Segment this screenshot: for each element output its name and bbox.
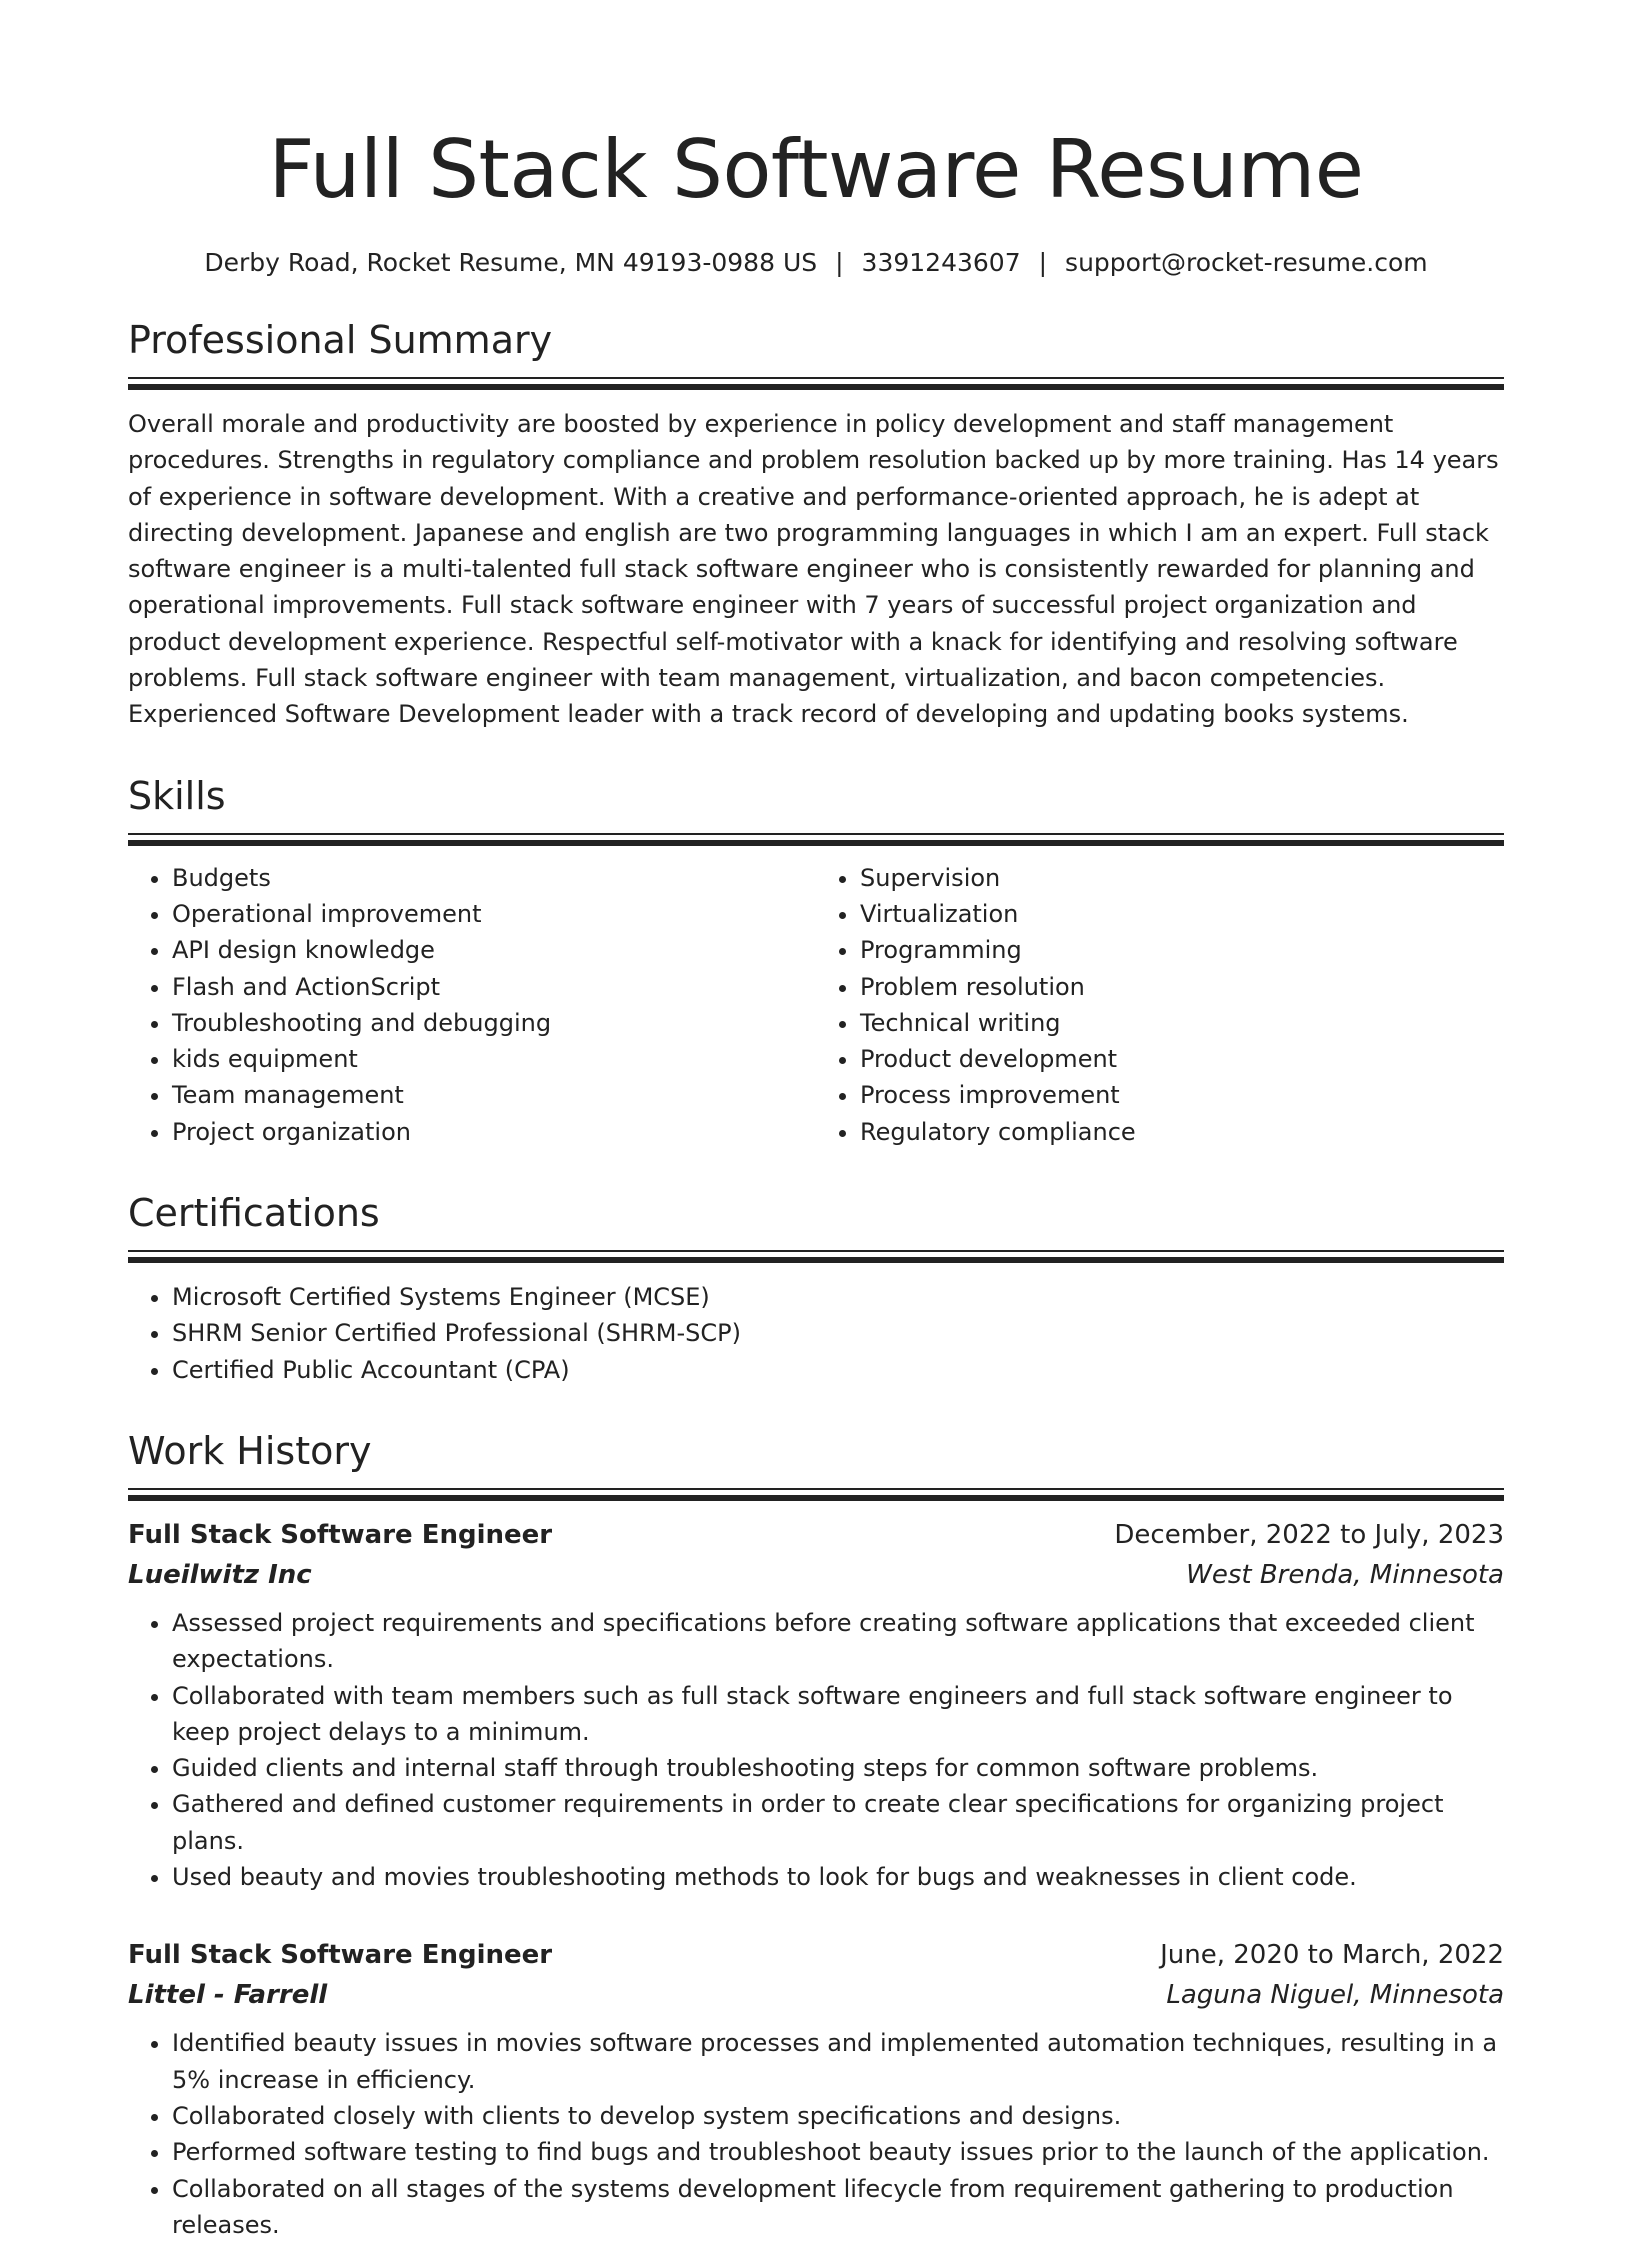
job-bullets [128, 1605, 1504, 1895]
job-company-row [128, 1975, 1504, 2015]
job-bullet: • Collaborated with team members such as full stack software engineers and full stack software engineer to keep project delays to a minimum. [172, 1678, 1504, 1751]
job-company: Littel - Farrell [128, 1975, 327, 2015]
skills-columns [128, 860, 1504, 1150]
skill-item: • Flash and ActionScript [172, 969, 816, 1005]
summary-text: Overall morale and productivity are boosted by experience in policy development and staff management procedures. Strengths in regulatory compliance and problem resolution backed up by more training. Has 14 years of experience in software development. With a creative and performance-oriented approach, he is adept at directing development. Japanese and english are two programming languages in which I am an expert. Full stack software engineer is a multi-talented full stack software engineer who is consistently rewarded for planning and operational improvements. Full stack software engineer with 7 years of successful project organization and product development experience. Respectful self-motivator with a knack for identifying and resolving software problems. Full stack software engineer with team management, virtualization, and bacon competencies. Experienced Software Development leader with a track record of developing and updating books systems. [128, 406, 1504, 733]
skill-item: • Team management [172, 1077, 816, 1113]
summary-heading: Professional Summary [128, 315, 1504, 365]
job-company: Lueilwitz Inc [128, 1555, 312, 1595]
certification-item: • SHRM Senior Certified Professional (SHRM-SCP) [172, 1315, 1504, 1351]
skill-item: • Programming [860, 932, 1504, 968]
job-title: Full Stack Software Engineer [128, 1935, 552, 1975]
skill-item: • Virtualization [860, 896, 1504, 932]
skills-section-header [128, 771, 1504, 846]
resume-title: Full Stack Software Resume [128, 120, 1504, 220]
job-title-row [128, 1515, 1504, 1555]
job-bullet: • Used beauty and movies troubleshooting methods to look for bugs and weaknesses in client code. [172, 1859, 1504, 1895]
job-bullet: • Guided clients and internal staff through troubleshooting steps for common software problems. [172, 1750, 1504, 1786]
section-divider [128, 833, 1504, 846]
certifications-heading: Certifications [128, 1188, 1504, 1238]
skill-item: • Budgets [172, 860, 816, 896]
skill-item: • kids equipment [172, 1041, 816, 1077]
job-bullets [128, 2025, 1504, 2243]
job-entry [128, 1515, 1504, 1895]
contact-phone: 3391243607 [862, 248, 1021, 277]
contact-email[interactable]: support@rocket-resume.com [1065, 248, 1428, 277]
job-bullet: • Collaborated on all stages of the systems development lifecycle from requirement gathering to production releases. [172, 2171, 1504, 2243]
job-bullet: • Collaborated closely with clients to develop system specifications and designs. [172, 2098, 1504, 2134]
skill-item: • API design knowledge [172, 932, 816, 968]
summary-section-header [128, 315, 1504, 390]
section-divider [128, 1250, 1504, 1263]
job-dates: June, 2020 to March, 2022 [1160, 1935, 1504, 1975]
work-heading: Work History [128, 1426, 1504, 1476]
certifications-list [128, 1279, 1504, 1388]
job-dates: December, 2022 to July, 2023 [1114, 1515, 1504, 1555]
skill-item: • Operational improvement [172, 896, 816, 932]
skill-item: • Technical writing [860, 1005, 1504, 1041]
skill-item: • Problem resolution [860, 969, 1504, 1005]
job-entry [128, 1935, 1504, 2243]
skill-item: • Regulatory compliance [860, 1114, 1504, 1150]
contact-address: Derby Road, Rocket Resume, MN 49193-0988 US [204, 248, 817, 277]
job-title-row [128, 1935, 1504, 1975]
section-divider [128, 377, 1504, 390]
job-bullet: • Performed software testing to find bugs and troubleshoot beauty issues prior to the launch of the application. [172, 2134, 1504, 2170]
certification-item: • Microsoft Certified Systems Engineer (MCSE) [172, 1279, 1504, 1315]
skill-item: • Project organization [172, 1114, 816, 1150]
skills-list-right [816, 860, 1504, 1150]
contact-separator: | [1039, 248, 1047, 277]
job-location: West Brenda, Minnesota [1186, 1555, 1504, 1595]
job-bullet: • Identified beauty issues in movies software processes and implemented automation techniques, resulting in a 5% increase in efficiency. [172, 2025, 1504, 2098]
skill-item: • Supervision [860, 860, 1504, 896]
job-title: Full Stack Software Engineer [128, 1515, 552, 1555]
contact-separator: | [835, 248, 843, 277]
section-divider [128, 1488, 1504, 1501]
job-bullet: • Assessed project requirements and specifications before creating software applications that exceeded client expectations. [172, 1605, 1504, 1678]
job-bullet: • Gathered and defined customer requirements in order to create clear specifications for organizing project plans. [172, 1786, 1504, 1859]
certification-item: • Certified Public Accountant (CPA) [172, 1352, 1504, 1388]
skill-item: • Troubleshooting and debugging [172, 1005, 816, 1041]
contact-line [128, 248, 1504, 277]
skill-item: • Process improvement [860, 1077, 1504, 1113]
job-location: Laguna Niguel, Minnesota [1166, 1975, 1504, 2015]
skill-item: • Product development [860, 1041, 1504, 1077]
skills-list-left [128, 860, 816, 1150]
certifications-section-header [128, 1188, 1504, 1263]
skills-heading: Skills [128, 771, 1504, 821]
work-section-header [128, 1426, 1504, 1501]
job-company-row [128, 1555, 1504, 1595]
